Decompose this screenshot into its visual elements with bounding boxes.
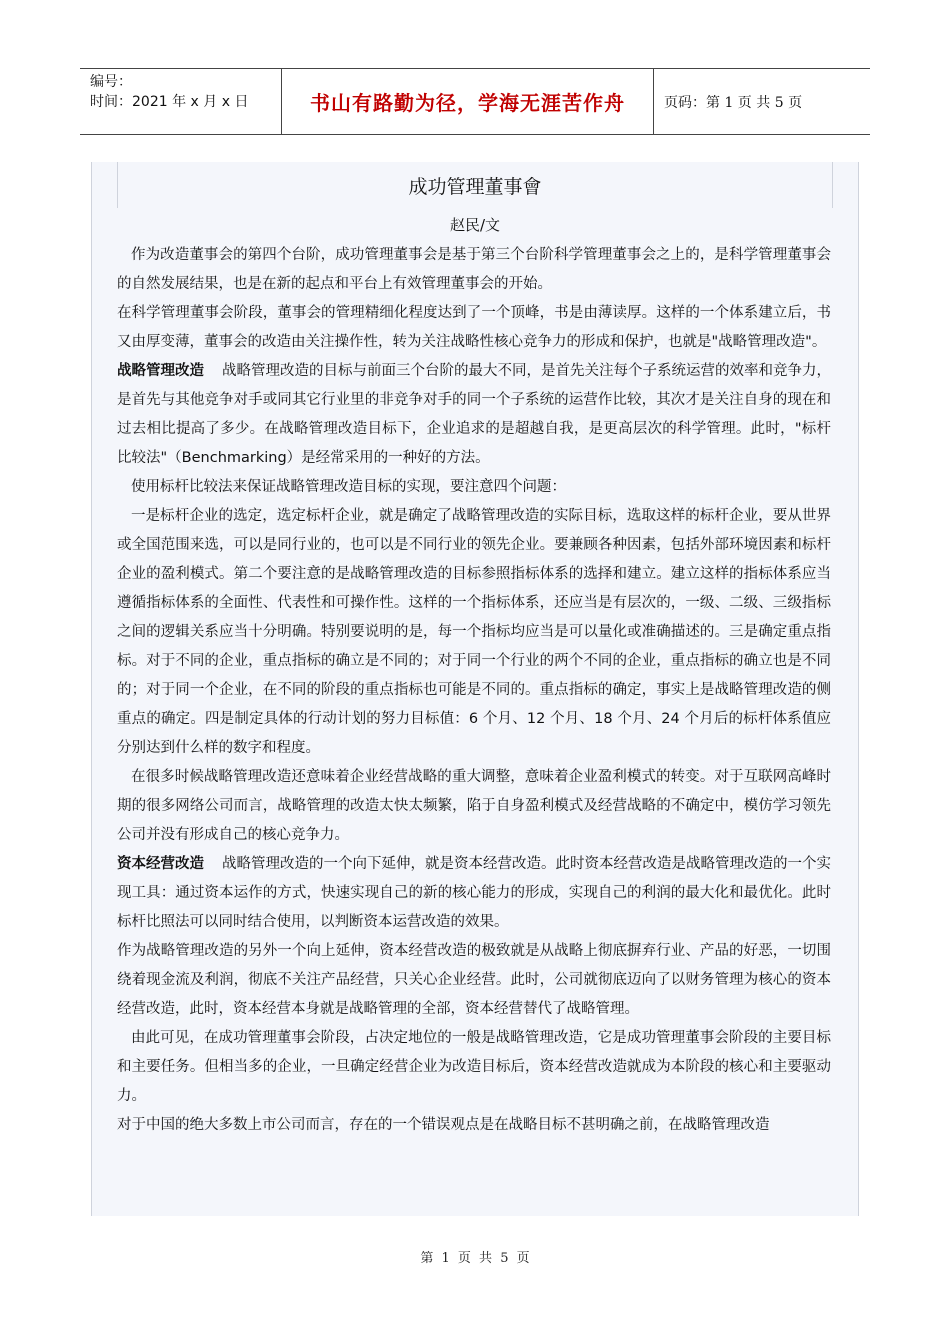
header-page-cell bbox=[654, 69, 870, 134]
paragraph-9: 由此可见，在成功管理董事会阶段，占决定地位的一般是战略管理改造，它是成功管理董事会阶段的主要目标和主要任务。但相当多的企业，一旦确定经营企业为改造目标后，资本经营改造就成为本阶段的核心和主要驱动力。 bbox=[117, 1030, 831, 1104]
page-footer: 第 1 页 共 5 页 bbox=[420, 1251, 530, 1266]
section-heading-strategy: 战略管理改造 bbox=[117, 363, 204, 379]
paragraph-3-text: 战略管理改造的目标与前面三个台阶的最大不同，是首先关注每个子系统运营的效率和竞争力，是首先与其他竞争对手或同其它行业里的非竞争对手的同一个子系统的运营作比较，其次才是关注自身的现在和过去相比提高了多少。在战略管理改造目标下，企业追求的是超越自我，是更高层次的科学管理。此时，"标杆比较法"（Benchmarking）是经常采用的一种好的方法。 bbox=[117, 363, 831, 466]
section-heading-capital: 资本经营改造 bbox=[117, 856, 204, 872]
document-author: 赵民/文 bbox=[449, 216, 501, 234]
paragraph-7-text: 战略管理改造的一个向下延伸，就是资本经营改造。此时资本经营改造是战略管理改造的一个实现工具：通过资本运作的方式，快速实现自己的新的核心能力的形成，实现自己的利润的最大化和最优化。此时标杆比照法可以同时结合使用，以判断资本运营改造的效果。 bbox=[117, 856, 831, 930]
header-table bbox=[80, 68, 870, 135]
serial-label: 编号： bbox=[90, 74, 132, 90]
header-meta-cell bbox=[80, 69, 281, 134]
paragraph-6: 在很多时候战略管理改造还意味着企业经营战略的重大调整，意味着企业盈利模式的转变。对于互联网高峰时期的很多网络公司而言，战略管理的改造太快太频繁，陷于自身盈利模式及经营战略的不确定中，模仿学习领先公司并没有形成自己的核心竞争力。 bbox=[117, 769, 831, 843]
paragraph-1: 作为改造董事会的第四个台阶，成功管理董事会是基于第三个台阶科学管理董事会之上的，是科学管理董事会的自然发展结果，也是在新的起点和平台上有效管理董事会的开始。 bbox=[117, 247, 831, 292]
paragraph-5: 一是标杆企业的选定，选定标杆企业，就是确定了战略管理改造的实际目标，选取这样的标杆企业，要从世界或全国范围来选，可以是同行业的，也可以是不同行业的领先企业。要兼顾各种因素，包括外部环境因素和标杆企业的盈利模式。第二个要注意的是战略管理改造的目标参照指标体系的选择和建立。建立这样的指标体系应当遵循指标体系的全面性、代表性和可操作性。这样的一个指标体系，还应当是有层次的，一级、二级、三级指标之间的逻辑关系应当十分明确。特别要说明的是，每一个指标均应当是可以量化或准确描述的。三是确定重点指标。对于不同的企业，重点指标的确立是不同的；对于同一个行业的两个不同的企业，重点指标的确立也是不同的；对于同一个企业，在不同的阶段的重点指标也可能是不同的。重点指标的确定，事实上是战略管理改造的侧重点的确定。四是制定具体的行动计划的努力目标值：6 个月、12 个月、18 个月、24 个月后的标杆体系值应分别达到什么样的数字和程度。 bbox=[117, 508, 831, 756]
motto-text: 书山有路勤为径，学海无涯苦作舟 bbox=[310, 91, 625, 115]
time-label: 时间：2021 年 x 月 x 日 bbox=[90, 94, 249, 110]
article-body bbox=[117, 241, 831, 1140]
header-motto-cell bbox=[281, 69, 654, 134]
paragraph-10: 对于中国的绝大多数上市公司而言，存在的一个错误观点是在战略目标不甚明确之前，在战略管理改造 bbox=[117, 1117, 770, 1133]
paragraph-4: 使用标杆比较法来保证战略管理改造目标的实现，要注意四个问题： bbox=[131, 479, 566, 495]
paragraph-2: 在科学管理董事会阶段，董事会的管理精细化程度达到了一个顶峰，书是由薄读厚。这样的一个体系建立后，书又由厚变薄，董事会的改造由关注操作性，转为关注战略性核心竞争力的形成和保护，也就是"战略管理改造"。 bbox=[117, 305, 831, 350]
paragraph-8: 作为战略管理改造的另外一个向上延伸，资本经营改造的极致就是从战略上彻底摒弃行业、产品的好恶，一切围绕着现金流及利润，彻底不关注产品经营，只关心企业经营。此时，公司就彻底迈向了以财务管理为核心的资本经营改造，此时，资本经营本身就是战略管理的全部，资本经营替代了战略管理。 bbox=[117, 943, 831, 1017]
page-info: 页码：第 1 页 共 5 页 bbox=[664, 94, 803, 111]
paragraph-3 bbox=[117, 357, 831, 473]
paragraph-7 bbox=[117, 850, 831, 937]
document-title: 成功管理董事會 bbox=[408, 176, 542, 198]
